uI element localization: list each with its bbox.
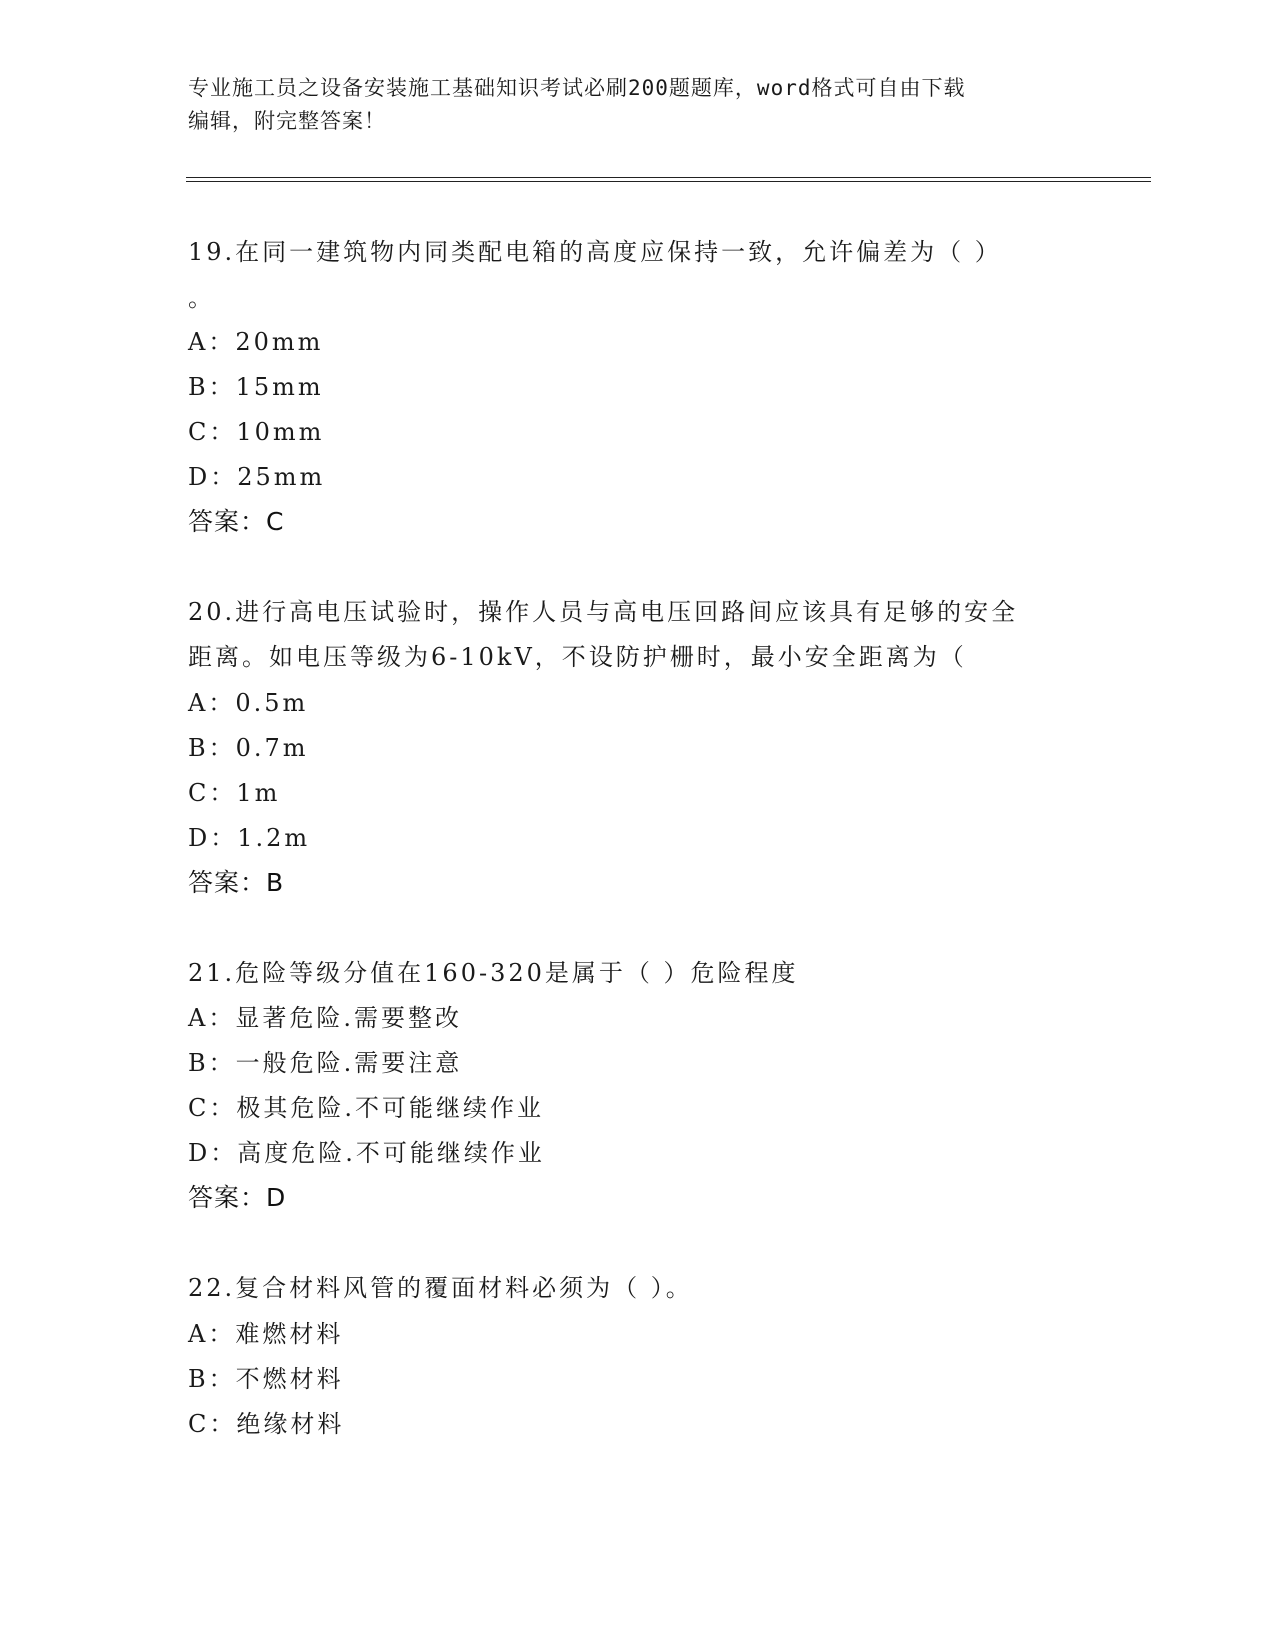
question-21-answer: 答案：D: [188, 1183, 287, 1212]
question-20-option-c: C：1m: [188, 779, 281, 807]
question-19-option-d: D：25mm: [188, 463, 326, 491]
question-20-answer: 答案：B: [188, 868, 285, 897]
question-21-option-a: A：显著危险.需要整改: [188, 1004, 462, 1032]
header-line-1: 专业施工员之设备安装施工基础知识考试必刷200题题库，word格式可自由下载: [188, 76, 966, 100]
question-20-stem-cont: 距离。如电压等级为6-10kV，不设防护栅时，最小安全距离为（: [188, 643, 967, 671]
header-divider-bottom: [186, 181, 1151, 182]
question-19-stem-cont: 。: [188, 284, 215, 312]
question-21-stem: 21.危险等级分值在160-320是属于（ ）危险程度: [188, 959, 799, 987]
question-20-option-a: A：0.5m: [188, 689, 309, 717]
question-19-option-b: B：15mm: [188, 373, 324, 401]
question-20-option-b: B：0.7m: [188, 734, 309, 762]
question-20-option-d: D：1.2m: [188, 824, 311, 852]
question-22-option-a: A：难燃材料: [188, 1320, 344, 1348]
question-20-stem: 20.进行高电压试验时，操作人员与高电压回路间应该具有足够的安全: [188, 598, 1019, 626]
question-19-option-a: A：20mm: [188, 328, 324, 356]
question-22-option-c: C：绝缘材料: [188, 1410, 345, 1438]
header-line-2: 编辑，附完整答案！: [188, 109, 386, 133]
header-divider-top: [186, 177, 1151, 178]
question-21-option-d: D：高度危险.不可能继续作业: [188, 1139, 545, 1167]
question-21-option-b: B：一般危险.需要注意: [188, 1049, 463, 1077]
question-22-stem: 22.复合材料风管的覆面材料必须为（ ）。: [188, 1274, 693, 1302]
question-19-answer: 答案：C: [188, 507, 285, 536]
document-header: [188, 72, 1088, 138]
question-19-stem: 19.在同一建筑物内同类配电箱的高度应保持一致，允许偏差为（ ）: [188, 238, 1002, 266]
question-22-option-b: B：不燃材料: [188, 1365, 344, 1393]
question-19-option-c: C：10mm: [188, 418, 325, 446]
question-21-option-c: C：极其危险.不可能继续作业: [188, 1094, 544, 1122]
